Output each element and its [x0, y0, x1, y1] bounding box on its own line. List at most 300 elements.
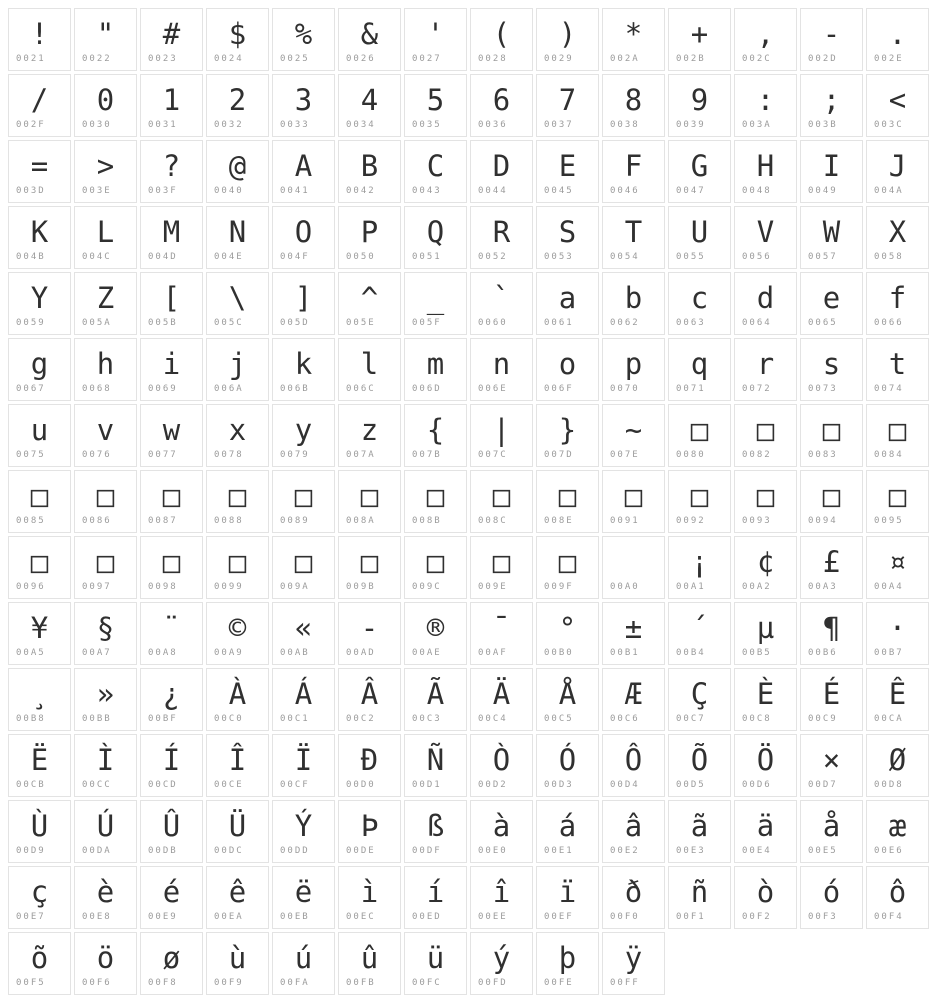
code-label: 0043	[412, 186, 442, 196]
code-label: 0028	[478, 54, 508, 64]
glyph: f	[888, 281, 907, 315]
code-label: 0063	[676, 318, 706, 328]
glyph: □	[360, 479, 379, 513]
glyph: ©	[228, 611, 247, 645]
glyph-cell	[404, 338, 467, 401]
code-label: 0076	[82, 450, 112, 460]
code-label: 00EC	[346, 912, 376, 922]
glyph-cell	[668, 8, 731, 71]
glyph-cell	[800, 140, 863, 203]
glyph-cell	[404, 866, 467, 929]
glyph-cell	[866, 602, 929, 665]
glyph-cell	[470, 866, 533, 929]
code-label: 00E1	[544, 846, 574, 856]
glyph: Ó	[558, 743, 577, 777]
glyph: v	[96, 413, 115, 447]
code-label: 0082	[742, 450, 772, 460]
code-label: 00A3	[808, 582, 838, 592]
glyph: Z	[96, 281, 115, 315]
glyph: _	[426, 281, 445, 315]
glyph: l	[360, 347, 379, 381]
glyph-cell	[602, 8, 665, 71]
code-label: 0087	[148, 516, 178, 526]
glyph: G	[690, 149, 709, 183]
code-label: 00F0	[610, 912, 640, 922]
glyph-cell	[800, 404, 863, 467]
glyph: b	[624, 281, 643, 315]
code-label: 00F2	[742, 912, 772, 922]
code-label: 004F	[280, 252, 310, 262]
glyph: B	[360, 149, 379, 183]
glyph-cell	[734, 866, 797, 929]
glyph: ;	[822, 83, 841, 117]
glyph: ñ	[690, 875, 709, 909]
glyph: □	[426, 479, 445, 513]
glyph: $	[228, 17, 247, 51]
glyph-cell	[800, 602, 863, 665]
glyph: /	[30, 83, 49, 117]
code-label: 007D	[544, 450, 574, 460]
code-label: 00F8	[148, 978, 178, 988]
glyph-cell	[338, 866, 401, 929]
code-label: 0025	[280, 54, 310, 64]
glyph-cell	[338, 932, 401, 995]
glyph-cell	[470, 140, 533, 203]
glyph-cell	[734, 206, 797, 269]
glyph: "	[96, 17, 115, 51]
glyph: ]	[294, 281, 313, 315]
glyph-cell	[8, 338, 71, 401]
code-label: 00ED	[412, 912, 442, 922]
code-label: 0052	[478, 252, 508, 262]
glyph-cell	[206, 8, 269, 71]
code-label: 0035	[412, 120, 442, 130]
glyph-cell	[338, 140, 401, 203]
code-label: 006D	[412, 384, 442, 394]
glyph-cell	[272, 932, 335, 995]
code-label: 0037	[544, 120, 574, 130]
glyph-cell	[206, 206, 269, 269]
glyph-cell	[470, 404, 533, 467]
glyph-cell	[74, 140, 137, 203]
glyph-cell	[74, 272, 137, 335]
glyph: ü	[426, 941, 445, 975]
code-label: 00CB	[16, 780, 46, 790]
code-label: 0038	[610, 120, 640, 130]
code-label: 009B	[346, 582, 376, 592]
glyph: û	[360, 941, 379, 975]
glyph: ¡	[690, 545, 709, 579]
code-label: 00FF	[610, 978, 640, 988]
glyph: ù	[228, 941, 247, 975]
code-label: 0093	[742, 516, 772, 526]
glyph: 3	[294, 83, 313, 117]
code-label: 00E4	[742, 846, 772, 856]
glyph-cell	[470, 734, 533, 797]
code-label: 00D3	[544, 780, 574, 790]
glyph: 2	[228, 83, 247, 117]
glyph: z	[360, 413, 379, 447]
glyph-cell	[404, 404, 467, 467]
code-label: 005A	[82, 318, 112, 328]
glyph-cell	[140, 8, 203, 71]
glyph-cell	[800, 668, 863, 731]
glyph-cell	[140, 602, 203, 665]
glyph-cell	[272, 734, 335, 797]
code-label: 008C	[478, 516, 508, 526]
glyph: é	[162, 875, 181, 909]
glyph: ç	[30, 875, 49, 909]
glyph-cell	[206, 140, 269, 203]
code-label: 00D2	[478, 780, 508, 790]
glyph: ú	[294, 941, 313, 975]
glyph: n	[492, 347, 511, 381]
glyph: □	[360, 545, 379, 579]
glyph: ô	[888, 875, 907, 909]
glyph-cell	[140, 140, 203, 203]
glyph-cell	[74, 734, 137, 797]
glyph: ä	[756, 809, 775, 843]
code-label: 00E6	[874, 846, 904, 856]
code-label: 00A7	[82, 648, 112, 658]
glyph: À	[228, 677, 247, 711]
code-label: 00CA	[874, 714, 904, 724]
glyph-cell	[668, 272, 731, 335]
glyph-cell	[404, 800, 467, 863]
glyph-cell	[470, 800, 533, 863]
code-label: 0069	[148, 384, 178, 394]
glyph: E	[558, 149, 577, 183]
glyph: )	[558, 17, 577, 51]
glyph-cell	[536, 338, 599, 401]
code-label: 0074	[874, 384, 904, 394]
glyph: □	[162, 545, 181, 579]
code-label: 00C2	[346, 714, 376, 724]
code-label: 005C	[214, 318, 244, 328]
glyph: -	[360, 611, 379, 645]
glyph-cell	[734, 602, 797, 665]
glyph-cell	[602, 470, 665, 533]
glyph-cell	[74, 602, 137, 665]
code-label: 00AF	[478, 648, 508, 658]
glyph-cell	[338, 668, 401, 731]
glyph-cell	[866, 8, 929, 71]
glyph: Ñ	[426, 743, 445, 777]
code-label: 006C	[346, 384, 376, 394]
glyph-cell	[8, 800, 71, 863]
glyph: i	[162, 347, 181, 381]
code-label: 00B4	[676, 648, 706, 658]
code-label: 0071	[676, 384, 706, 394]
glyph-cell	[404, 470, 467, 533]
code-label: 00C4	[478, 714, 508, 724]
glyph-cell	[734, 8, 797, 71]
glyph-cell	[404, 932, 467, 995]
code-label: 0046	[610, 186, 640, 196]
glyph: <	[888, 83, 907, 117]
code-label: 0099	[214, 582, 244, 592]
glyph-cell	[734, 272, 797, 335]
glyph-cell	[866, 734, 929, 797]
glyph: #	[162, 17, 181, 51]
code-label: 0077	[148, 450, 178, 460]
code-label: 0036	[478, 120, 508, 130]
code-label: 00E7	[16, 912, 46, 922]
glyph-cell	[74, 668, 137, 731]
glyph: O	[294, 215, 313, 249]
glyph-cell	[8, 602, 71, 665]
glyph: □	[690, 479, 709, 513]
glyph: *	[624, 17, 643, 51]
glyph: ÿ	[624, 941, 643, 975]
glyph: □	[888, 413, 907, 447]
glyph-cell	[272, 668, 335, 731]
glyph: à	[492, 809, 511, 843]
code-label: 0027	[412, 54, 442, 64]
glyph-cell	[74, 404, 137, 467]
code-label: 0022	[82, 54, 112, 64]
glyph: □	[756, 479, 775, 513]
glyph-cell	[8, 140, 71, 203]
code-label: 00EA	[214, 912, 244, 922]
code-label: 00A9	[214, 648, 244, 658]
glyph: d	[756, 281, 775, 315]
code-label: 00FA	[280, 978, 310, 988]
glyph: ®	[426, 611, 445, 645]
code-label: 00DF	[412, 846, 442, 856]
glyph-cell	[602, 866, 665, 929]
glyph-cell	[668, 338, 731, 401]
glyph-cell	[602, 800, 665, 863]
glyph-cell	[272, 206, 335, 269]
glyph-cell	[536, 866, 599, 929]
glyph: ø	[162, 941, 181, 975]
glyph-cell	[206, 866, 269, 929]
glyph-cell	[866, 74, 929, 137]
glyph: ¯	[492, 611, 511, 645]
glyph: @	[228, 149, 247, 183]
code-label: 00E5	[808, 846, 838, 856]
code-label: 003E	[82, 186, 112, 196]
code-label: 00C5	[544, 714, 574, 724]
glyph: ´	[690, 611, 709, 645]
glyph-cell	[734, 140, 797, 203]
code-label: 005E	[346, 318, 376, 328]
code-label: 00DC	[214, 846, 244, 856]
glyph-cell	[140, 272, 203, 335]
code-label: 00FB	[346, 978, 376, 988]
glyph: 8	[624, 83, 643, 117]
glyph: □	[228, 479, 247, 513]
glyph: >	[96, 149, 115, 183]
glyph-cell	[470, 338, 533, 401]
glyph: Ê	[888, 677, 907, 711]
glyph: □	[30, 545, 49, 579]
glyph-cell	[404, 734, 467, 797]
code-label: 00D0	[346, 780, 376, 790]
code-label: 0059	[16, 318, 46, 328]
glyph: Ç	[690, 677, 709, 711]
glyph: □	[690, 413, 709, 447]
glyph: ¤	[888, 545, 907, 579]
glyph: Ý	[294, 809, 313, 843]
code-label: 00FE	[544, 978, 574, 988]
code-label: 00D9	[16, 846, 46, 856]
glyph-cell	[74, 866, 137, 929]
glyph: R	[492, 215, 511, 249]
glyph	[603, 537, 664, 583]
glyph-cell	[668, 140, 731, 203]
code-label: 002C	[742, 54, 772, 64]
glyph: Æ	[624, 677, 643, 711]
glyph: □	[822, 413, 841, 447]
code-label: 0030	[82, 120, 112, 130]
glyph: m	[426, 347, 445, 381]
code-label: 009A	[280, 582, 310, 592]
glyph: o	[558, 347, 577, 381]
glyph: Ø	[888, 743, 907, 777]
glyph-cell	[866, 140, 929, 203]
glyph-cell	[536, 668, 599, 731]
glyph: ê	[228, 875, 247, 909]
code-label: 00B6	[808, 648, 838, 658]
glyph: q	[690, 347, 709, 381]
glyph: `	[492, 281, 511, 315]
glyph: w	[162, 413, 181, 447]
code-label: 00A5	[16, 648, 46, 658]
code-label: 0070	[610, 384, 640, 394]
code-label: 0089	[280, 516, 310, 526]
glyph-cell	[206, 602, 269, 665]
code-label: 0066	[874, 318, 904, 328]
glyph-cell	[536, 404, 599, 467]
glyph: K	[30, 215, 49, 249]
glyph-cell	[536, 932, 599, 995]
glyph: □	[558, 545, 577, 579]
glyph: T	[624, 215, 643, 249]
code-label: 004C	[82, 252, 112, 262]
code-label: 00F4	[874, 912, 904, 922]
glyph-cell	[338, 800, 401, 863]
code-label: 00A2	[742, 582, 772, 592]
glyph: ¸	[30, 677, 49, 711]
glyph-cell	[470, 470, 533, 533]
glyph-cell	[338, 470, 401, 533]
glyph: -	[822, 17, 841, 51]
code-label: 0039	[676, 120, 706, 130]
code-label: 00F1	[676, 912, 706, 922]
glyph: Í	[162, 743, 181, 777]
glyph: Á	[294, 677, 313, 711]
glyph-cell	[602, 338, 665, 401]
glyph-cell	[800, 272, 863, 335]
code-label: 009E	[478, 582, 508, 592]
glyph-cell	[8, 74, 71, 137]
glyph: P	[360, 215, 379, 249]
glyph: «	[294, 611, 313, 645]
glyph: ?	[162, 149, 181, 183]
glyph: □	[492, 545, 511, 579]
glyph: Q	[426, 215, 445, 249]
code-label: 00D4	[610, 780, 640, 790]
glyph-cell	[404, 536, 467, 599]
glyph: ï	[558, 875, 577, 909]
glyph-cell	[668, 206, 731, 269]
code-label: 009C	[412, 582, 442, 592]
glyph: +	[690, 17, 709, 51]
glyph-cell	[602, 206, 665, 269]
code-label: 007B	[412, 450, 442, 460]
glyph-cell	[602, 404, 665, 467]
glyph-cell	[338, 602, 401, 665]
code-label: 0065	[808, 318, 838, 328]
code-label: 00FC	[412, 978, 442, 988]
glyph-cell	[866, 536, 929, 599]
glyph: °	[558, 611, 577, 645]
code-label: 0041	[280, 186, 310, 196]
glyph-cell	[140, 404, 203, 467]
glyph: J	[888, 149, 907, 183]
glyph: □	[228, 545, 247, 579]
glyph: L	[96, 215, 115, 249]
glyph-cell	[272, 338, 335, 401]
glyph: £	[822, 545, 841, 579]
code-label: 0080	[676, 450, 706, 460]
glyph: N	[228, 215, 247, 249]
glyph-cell	[800, 338, 863, 401]
code-label: 0056	[742, 252, 772, 262]
glyph: r	[756, 347, 775, 381]
glyph: Ä	[492, 677, 511, 711]
glyph: Y	[30, 281, 49, 315]
glyph: |	[492, 413, 511, 447]
glyph-cell	[734, 74, 797, 137]
glyph: V	[756, 215, 775, 249]
glyph-cell	[74, 536, 137, 599]
code-label: 0044	[478, 186, 508, 196]
glyph-cell	[206, 338, 269, 401]
glyph: A	[294, 149, 313, 183]
glyph-cell	[800, 536, 863, 599]
code-label: 00C8	[742, 714, 772, 724]
glyph-cell	[140, 866, 203, 929]
glyph: I	[822, 149, 841, 183]
code-label: 00F6	[82, 978, 112, 988]
glyph: ý	[492, 941, 511, 975]
glyph: ¶	[822, 611, 841, 645]
glyph: Ð	[360, 743, 379, 777]
glyph: Õ	[690, 743, 709, 777]
code-label: 006B	[280, 384, 310, 394]
glyph-cell	[668, 404, 731, 467]
glyph: å	[822, 809, 841, 843]
glyph-cell	[74, 338, 137, 401]
glyph-cell	[734, 800, 797, 863]
glyph: h	[96, 347, 115, 381]
code-label: 00D7	[808, 780, 838, 790]
glyph-cell	[734, 668, 797, 731]
glyph-cell	[602, 734, 665, 797]
code-label: 0096	[16, 582, 46, 592]
code-label: 0050	[346, 252, 376, 262]
glyph: ¿	[162, 677, 181, 711]
glyph-cell	[140, 206, 203, 269]
code-label: 0072	[742, 384, 772, 394]
glyph: S	[558, 215, 577, 249]
glyph: í	[426, 875, 445, 909]
code-label: 005F	[412, 318, 442, 328]
glyph: Ò	[492, 743, 511, 777]
